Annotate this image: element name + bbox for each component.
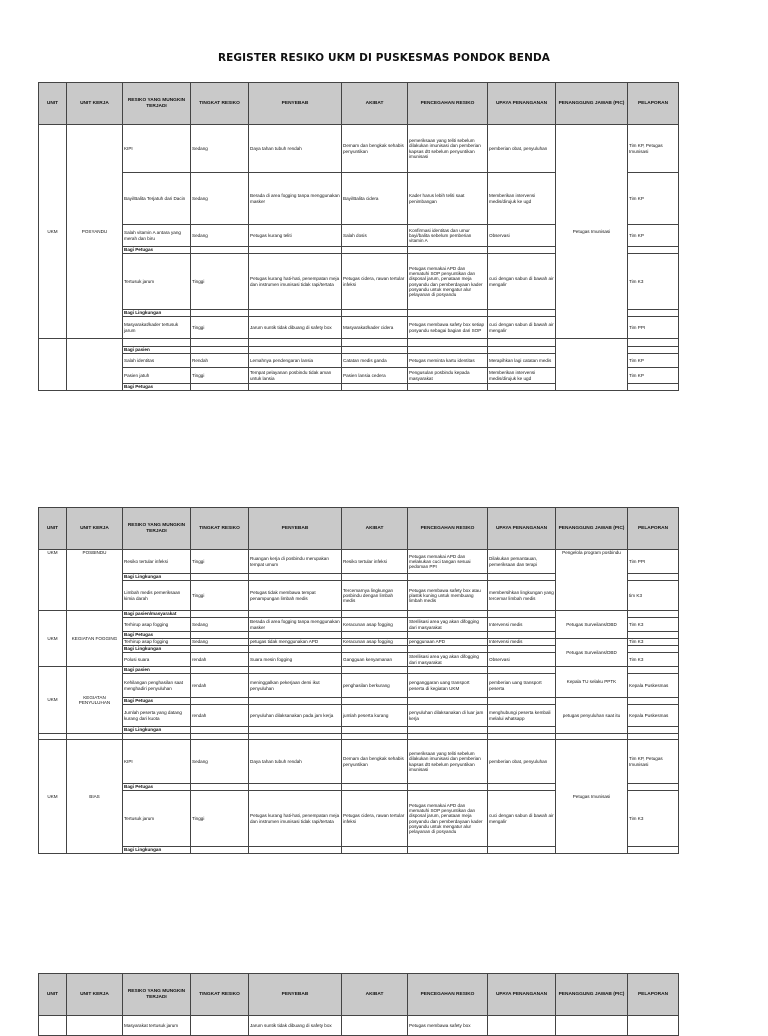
tingkat-cell: rendah (191, 674, 249, 698)
tingkat-cell: Tinggi (191, 791, 249, 847)
unit-kerja-cell: KEGIATAN FOGGING (67, 611, 123, 667)
pelaporan-cell: Kepala Puskesmas (628, 705, 679, 727)
penyebab-cell: penyuluhan dilaksanakan pada jam kerja (249, 705, 342, 727)
akibat-cell: Salah dosis (342, 225, 408, 247)
table-row (39, 639, 679, 646)
table-row (39, 1016, 679, 1036)
resiko-cell: Limbah medis pemeriksaan kimia darah (123, 581, 191, 611)
penyebab-cell: Jarum suntik tidak dibuang di safety box (249, 1016, 342, 1036)
header-row (39, 508, 679, 550)
pelaporan-cell: Tim K3 (628, 653, 679, 667)
tingkat-cell: Sedang (191, 173, 249, 225)
pencegahan-cell: Pengusulan posbindu kepada masyarakat (408, 368, 488, 384)
col-unit-kerja: UNIT KERJA (67, 508, 123, 550)
resiko-cell: KIPI (123, 740, 191, 784)
pencegahan-cell: penyuluhan dilaksanakan di luar jam kerja (408, 705, 488, 727)
penyebab-cell: Petugas kurang hati-hati, penempatan meja dan instrumen imunisasi tidak rapi/tertata (249, 254, 342, 310)
col-tingkat: TINGKAT RESIKO (191, 508, 249, 550)
register-table-page-2 (38, 507, 678, 880)
penyebab-cell: Suara mesin fogging (249, 653, 342, 667)
upaya-cell: Dilakukan pemantauan, pemeriksaan dan terapi (488, 550, 556, 574)
upaya-cell: Observasi (488, 225, 556, 247)
tingkat-cell: rendah (191, 705, 249, 727)
upaya-cell: cuci dengan sabun di bawah air mengalir (488, 791, 556, 847)
col-pic: PENANGGUNG JAWAB (PIC) (556, 83, 628, 125)
col-resiko: RESIKO YANG MUNGKIN TERJADI (123, 974, 191, 1016)
penyebab-cell: Daya tahan tubuh rendah (249, 740, 342, 784)
pencegahan-cell: Konfirmasi identitas dan umur bayi/balita sebelum pemberian vitamin A (408, 225, 488, 247)
subheader-label: Bagi pasien (123, 347, 191, 354)
resiko-cell: Jumlah peserta yang datang kurang dari kuota (123, 705, 191, 727)
upaya-cell: pemberian uang transport peserta (488, 674, 556, 698)
col-resiko: RESIKO YANG MUNGKIN TERJADI (123, 508, 191, 550)
col-tingkat: TINGKAT RESIKO (191, 83, 249, 125)
pelaporan-cell: Tim KP, Petugas Imunisasi (628, 740, 679, 784)
akibat-cell: Demam dan bengkak sehabis penyuntikan (342, 740, 408, 784)
resiko-cell: Bayi/Balita Terjatuh dari Dacin (123, 173, 191, 225)
pic-cell: petugas penyuluhan saat itu (556, 698, 628, 734)
resiko-cell: KIPI (123, 125, 191, 173)
akibat-cell: penghasilan berkurang (342, 674, 408, 698)
pic-cell: Petugas Imunisasi (556, 740, 628, 854)
upaya-cell: cuci dengan sabun di bawah air mengalir (488, 254, 556, 310)
pelaporan-cell: Tim KP, Petugas Imunisasi (628, 125, 679, 173)
subheader-row (39, 611, 679, 618)
subheader-label: Bagi Lingkungan (123, 727, 191, 734)
col-unit: UNIT (39, 508, 67, 550)
akibat-cell: Keracunan asap fogging (342, 618, 408, 632)
tingkat-cell: Sedang (191, 618, 249, 632)
subheader-label: Bagi Lingkungan (123, 310, 191, 317)
pencegahan-cell: penganggaran uang transport peserta di kegiatan UKM (408, 674, 488, 698)
pic-cell: Pengelola program posbindu (556, 550, 628, 611)
akibat-cell (342, 1016, 408, 1036)
resiko-cell: Masyarakat tertusuk jarum (123, 1016, 191, 1036)
resiko-cell: Polusi suara (123, 653, 191, 667)
unit-cell: UKM (39, 611, 67, 667)
table-row (39, 125, 679, 173)
pencegahan-cell: pemeriksaan yang teliti sebelum dilakukan imunisasi dan pemberian kapsas dtt sebelum penyuntikan imunisasi (408, 125, 488, 173)
akibat-cell: Demam dan bengkak sehabis penyuntikan (342, 125, 408, 173)
penyebab-cell: Lemahnya pendengaran lansia (249, 354, 342, 368)
pelaporan-cell: Kepala Puskesmas (628, 674, 679, 698)
penyebab-cell: meninggalkan pekerjaan demi ikut penyuluhan (249, 674, 342, 698)
subheader-label: Bagi pasien (123, 667, 191, 674)
subheader-label: Bagi Petugas (123, 247, 191, 254)
unit-kerja-cell: POSYANDU (67, 125, 123, 339)
col-upaya: UPAYA PENANGANAN (488, 508, 556, 550)
pic-cell: Kepala TU selaku PPTK (556, 667, 628, 698)
penyebab-cell: Berada di area fogging tanpa menggunakan masker (249, 173, 342, 225)
pelaporan-cell: Tim KP (628, 225, 679, 247)
akibat-cell: Tercemarnya lingkungan posbindu dengan limbah medis (342, 581, 408, 611)
akibat-cell: Gangguan kenyamanan (342, 653, 408, 667)
akibat-cell: jumlah peserta kurang (342, 705, 408, 727)
pelaporan-cell: Tim PPI (628, 317, 679, 339)
col-pencegahan: PENCEGAHAN RESIKO (408, 508, 488, 550)
col-pelaporan: PELAPORAN (628, 974, 679, 1016)
pencegahan-cell: Sterilisasi area yag akan difogging dari masyarakat (408, 618, 488, 632)
pencegahan-cell: Petugas memakai APD dan mematuhi SOP penyuntikan dan disposal jarum, penataan meja posyandu dan pemberdayaan kader posyandu untuk mengatur alur pelayanan di posyandu (408, 254, 488, 310)
upaya-cell: Observasi (488, 653, 556, 667)
subheader-label: Bagi Petugas (123, 632, 191, 639)
resiko-cell: Terhirup asap fogging (123, 639, 191, 646)
resiko-cell: Terhirup asap fogging (123, 618, 191, 632)
col-pencegahan: PENCEGAHAN RESIKO (408, 83, 488, 125)
col-pelaporan: PELAPORAN (628, 83, 679, 125)
tingkat-cell: Tinggi (191, 368, 249, 384)
tingkat-cell (191, 1016, 249, 1036)
col-unit: UNIT (39, 974, 67, 1016)
subheader-label: Bagi Lingkungan (123, 847, 191, 854)
unit-kerja-cell: BIAS (67, 740, 123, 854)
tingkat-cell: Tinggi (191, 254, 249, 310)
register-table-page-3 (38, 973, 678, 1028)
pencegahan-cell: Petugas memakai APD dan melakukan cuci tangan sesuai pedoman PPI (408, 550, 488, 574)
resiko-cell: Salah vitamin A antara yang merah dan biru (123, 225, 191, 247)
col-upaya: UPAYA PENANGANAN (488, 83, 556, 125)
penyebab-cell: Petugas kurang teliti (249, 225, 342, 247)
pelaporan-cell (628, 1016, 679, 1036)
penyebab-cell: Daya tahan tubuh rendah (249, 125, 342, 173)
pencegahan-cell: Petugas membawa safety box setiap posyandu sebagai bagian dari SOP (408, 317, 488, 339)
upaya-cell: pemberian obat, penyuluhan (488, 740, 556, 784)
unit-cell: UKM (39, 550, 67, 611)
pelaporan-cell: Tim KP (628, 173, 679, 225)
tingkat-cell: Tinggi (191, 581, 249, 611)
col-penyebab: PENYEBAB (249, 974, 342, 1016)
akibat-cell: Resiko tertular infeksi (342, 550, 408, 574)
tingkat-cell: Sedang (191, 740, 249, 784)
penyebab-cell: Berada di area fogging tanpa menggunakan masker (250, 619, 340, 630)
pelaporan-cell: Tim KP (628, 354, 679, 368)
col-akibat: AKIBAT (342, 974, 408, 1016)
upaya-cell: membersihkan lingkungan yang tercemar limbah medis (488, 581, 556, 611)
pencegahan-cell: Petugas membawa safety box (408, 1016, 488, 1036)
akibat-cell: Pasien lansia cedera (342, 368, 408, 384)
tingkat-cell: Sedang (191, 225, 249, 247)
table-row (39, 550, 679, 574)
penyebab-cell: Petugas kurang hati-hati, penempatan meja dan instrumen imunisasi tidak rapi/tertata (249, 791, 342, 847)
unit-kerja-cell: POSBINDU (67, 550, 123, 611)
akibat-cell: Petugas cidera, rawan tertular infeksi (342, 791, 408, 847)
pic-cell: Petugas Imunisasi (556, 125, 628, 339)
upaya-cell: pemberian obat, penyuluhan (488, 125, 556, 173)
akibat-cell: Petugas cidera, rawan tertular infeksi (342, 254, 408, 310)
pencegahan-cell: penggunaan APD (408, 639, 488, 646)
subheader-row (39, 667, 679, 674)
unit-cell: UKM (39, 667, 67, 734)
akibat-cell: Keracunan asap fogging (342, 639, 408, 646)
pic-cell: Petugas Surveilans/DBD (556, 639, 628, 667)
pencegahan-cell: Kader harus lebih teliti saat penimbangan (408, 173, 488, 225)
col-pic: PENANGGUNG JAWAB (PIC) (556, 974, 628, 1016)
pic-cell: Petugas Surveilans/DBD (556, 611, 628, 639)
pelaporan-cell: Tim K3 (628, 618, 679, 632)
table-row (39, 740, 679, 784)
unit-cell: UKM (39, 125, 67, 339)
tingkat-cell: Rendah (191, 354, 249, 368)
subheader-label: Bagi Petugas (123, 784, 191, 791)
pencegahan-cell: Sterilisasi area yag akan difogging dari masyarakat (408, 653, 488, 667)
tingkat-cell: Sedang (191, 639, 249, 646)
col-akibat: AKIBAT (342, 83, 408, 125)
upaya-cell: Intervensi medis (488, 639, 556, 646)
col-resiko: RESIKO YANG MUNGKIN TERJADI (123, 83, 191, 125)
tingkat-cell: Tinggi (191, 550, 249, 574)
pelaporan-cell: Tim PPI (628, 550, 679, 574)
col-unit: UNIT (39, 83, 67, 125)
penyebab-cell: Petugas tidak membawa tempat penampungan limbah medis (249, 581, 342, 611)
resiko-cell: Pasien jatuh (123, 368, 191, 384)
penyebab-cell: Tempat pelayanan posbindu tidak aman untuk lansia (249, 368, 342, 384)
tingkat-cell: Sedang (191, 125, 249, 173)
pencegahan-cell: Petugas membawa safety box atau plastik kuning untuk membuang limbah medis (408, 581, 488, 611)
pelaporan-cell: Tim K3 (628, 639, 679, 646)
resiko-cell: Resiko tertular infeksi (123, 550, 191, 574)
col-pencegahan: PENCEGAHAN RESIKO (408, 974, 488, 1016)
resiko-cell: Salah identitas (123, 354, 191, 368)
subheader-label: Bagi Lingkungan (123, 574, 191, 581)
subheader-label: Bagi Petugas (123, 698, 191, 705)
col-pic: PENANGGUNG JAWAB (PIC) (556, 508, 628, 550)
penyebab-cell: Jarum suntik tidak dibuang di safety box (249, 317, 342, 339)
col-tingkat: TINGKAT RESIKO (191, 974, 249, 1016)
pelaporan-cell: Tim K3 (628, 254, 679, 310)
tingkat-cell: rendah (191, 653, 249, 667)
pencegahan-cell: pemeriksaan yang teliti sebelum dilakukan imunisasi dan pemberian kapsas dtt sebelum penyuntikan imunisasi (408, 740, 488, 784)
akibat-cell: Bayi/Balita cidera (342, 173, 408, 225)
resiko-cell: Tertusuk jarum (123, 791, 191, 847)
page-title: REGISTER RESIKO UKM DI PUSKESMAS PONDOK BENDA (217, 52, 551, 64)
header-row (39, 83, 679, 125)
upaya-cell: menghubungi peserta kembali melalui whatsapp (488, 705, 556, 727)
subheader-row (39, 698, 679, 705)
upaya-cell: Memberikan intervensi medis/dirujuk ke ugd (488, 368, 556, 384)
pelaporan-cell: Tim KP (628, 368, 679, 384)
upaya-cell: Intervensi medis (488, 618, 556, 632)
resiko-cell: Kehilangan penghasilan saat menghadiri penyuluhan (123, 674, 191, 698)
upaya-cell: cuci dengan sabun di bawah air mengalir (488, 317, 556, 339)
akibat-cell: Catatan medis ganda (342, 354, 408, 368)
col-penyebab: PENYEBAB (249, 83, 342, 125)
pencegahan-cell: Petugas meminta kartu identitas (408, 354, 488, 368)
subheader-label: Bagi Lingkungan (123, 646, 191, 653)
unit-kerja-cell: KEGIATAN PENYULUHAN (67, 667, 123, 734)
col-unit-kerja: UNIT KERJA (67, 974, 123, 1016)
upaya-cell (488, 1016, 556, 1036)
pelaporan-cell: tim K3 (628, 581, 679, 611)
col-penyebab: PENYEBAB (249, 508, 342, 550)
register-table-page-1 (38, 82, 678, 405)
col-upaya: UPAYA PENANGANAN (488, 974, 556, 1016)
header-row (39, 974, 679, 1016)
subheader-label: Bagi Petugas (123, 384, 191, 391)
col-pelaporan: PELAPORAN (628, 508, 679, 550)
penyebab-cell: petugas tidak menggunakan APD (249, 639, 342, 646)
akibat-cell: Masyarakat/kader cidera (342, 317, 408, 339)
upaya-cell: Memberikan intervensi medis/dirujuk ke ugd (488, 173, 556, 225)
tingkat-cell: Tinggi (191, 317, 249, 339)
penyebab-cell: Ruangan kerja di posbindu merupakan tempat umum (249, 550, 342, 574)
resiko-cell: Tertusuk jarum (123, 254, 191, 310)
subheader-label: Bagi pasien/masyarakat (123, 611, 191, 618)
pencegahan-cell: Petugas memakai APD dan mematuhi SOP penyuntikan dan disposal jarum, penataan meja posyandu dan pemberdayaan kader posyandu untuk mengatur alur pelayanan di posyandu (408, 791, 488, 847)
resiko-cell: Masyarakat/kader tertusuk jarum (123, 317, 191, 339)
unit-cell: UKM (39, 740, 67, 854)
upaya-cell: Merapihkan lagi catatan medis (488, 354, 556, 368)
col-akibat: AKIBAT (342, 508, 408, 550)
pelaporan-cell: Tim K3 (628, 791, 679, 847)
col-unit-kerja: UNIT KERJA (67, 83, 123, 125)
